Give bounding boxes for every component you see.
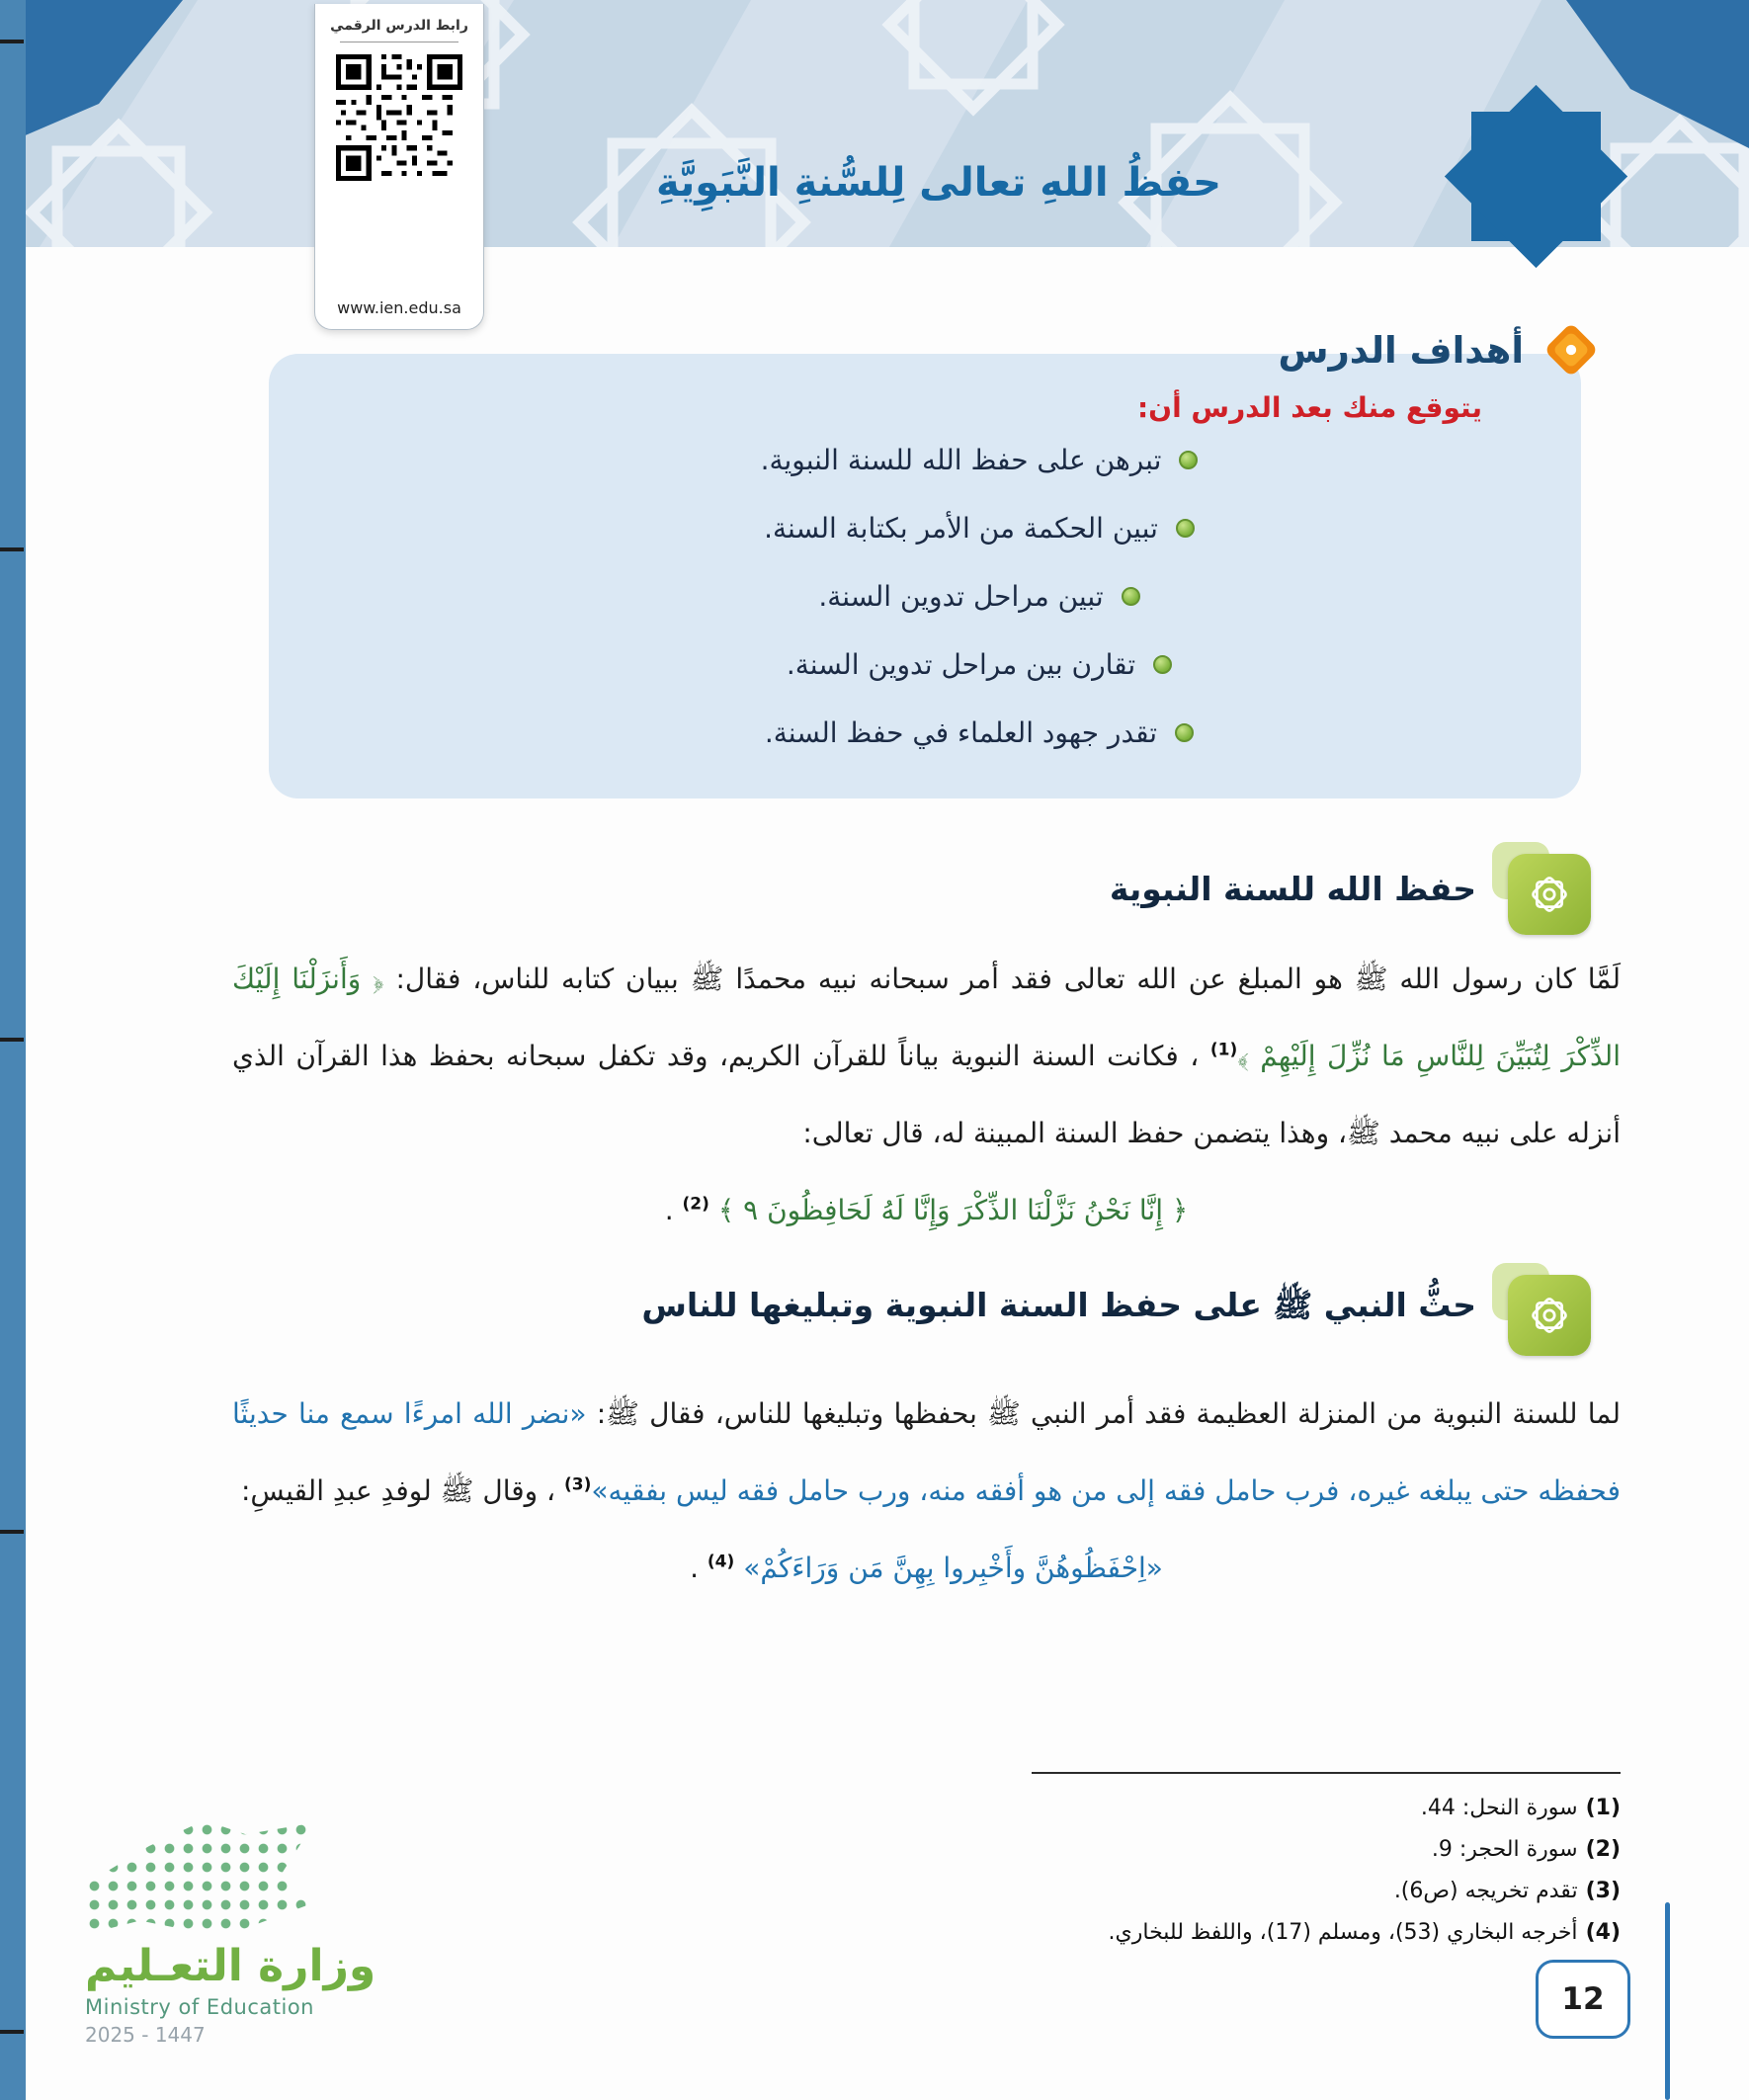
objective-item: [761, 444, 1199, 476]
hadith-quote-2: «اِحْفَظُوهُنَّ وأَخْبِروا بِهِنَّ مَن وَرَاءَكُمْ»: [743, 1552, 1163, 1584]
lesson-title: حفظُ اللهِ تعالى لِلسُّنةِ النَّبَوِيَّةِ: [656, 160, 1221, 206]
footnote-ref-3: (3): [563, 1474, 592, 1495]
quran-verse-line: [232, 1172, 1621, 1249]
footnote-text: سورة الحجر: 9.: [1431, 1837, 1578, 1862]
footnote-ref-1: (1): [1209, 1040, 1238, 1060]
registration-tick: [0, 1530, 24, 1534]
section-heading-1: [1110, 848, 1591, 935]
qr-card: [314, 4, 484, 330]
paragraph-justified-text: [232, 1376, 1621, 1530]
body-text: .: [664, 1194, 674, 1226]
body-text: ، وقال ﷺ لوفدِ عبدِ القيسِ:: [240, 1474, 556, 1507]
objective-item: [787, 648, 1172, 681]
qr-label: رابط الدرس الرقمي: [330, 18, 468, 34]
footnote-item: [1032, 1788, 1621, 1829]
objectives-list: [328, 444, 1482, 785]
left-edge-bar: [0, 0, 26, 2100]
edition-years: 2025 - 1447: [85, 2023, 206, 2047]
objective-item-label: تبرهن على حفظ الله للسنة النبوية.: [760, 444, 1162, 476]
footnote-item: [1032, 1871, 1621, 1912]
hadith-quote-1: «نضر الله امرءًا سمع منا حديثًا فحفظه حتى يبلغه غيره، فرب حامل فقه إلى من هو أفقه منه، ورب حامل فقه ليس بفقيه»: [232, 1397, 1621, 1507]
body-text: لَمَّا كان رسول الله ﷺ هو المبلغ عن الله تعالى فقد أمر سبحانه نبيه محمدًا ﷺ ببيان كتابه للناس، فقال:: [395, 963, 1621, 995]
bullet-icon: [1176, 519, 1195, 538]
objectives-intro: يتوقع منك بعد الدرس أن:: [1136, 391, 1482, 424]
footnote-text: أخرجه البخاري (53)، ومسلم (17)، واللفظ للبخاري.: [1108, 1920, 1578, 1945]
section-badge: [1500, 1269, 1591, 1356]
bullet-icon: [1122, 587, 1140, 606]
objectives-tag: [1278, 318, 1603, 381]
footnote-number: (3): [1585, 1879, 1621, 1903]
registration-tick: [0, 547, 24, 551]
footnote-text: تقدم تخريجه (ص6).: [1393, 1879, 1578, 1903]
objective-item-label: تقارن بين مراحل تدوين السنة.: [786, 648, 1136, 681]
objective-item: [765, 716, 1194, 749]
footnote-item: [1032, 1829, 1621, 1871]
bullet-icon: [1153, 655, 1172, 674]
objectives-panel: [269, 354, 1581, 798]
quran-verse-1: ﴿ وَأَنزَلْنَا إِلَيْكَ الذِّكْرَ لِتُبَيِّنَ لِلنَّاسِ مَا نُزِّلَ إِلَيْهِمْ ﴾: [232, 963, 1621, 1072]
footnote-ref-2: (2): [682, 1194, 709, 1215]
ministry-logo-block: [85, 1820, 381, 2047]
registration-tick: [0, 2030, 24, 2034]
footnote-number: (4): [1585, 1920, 1621, 1945]
right-edge-rule: [1665, 1902, 1670, 2100]
objective-item-label: تبين الحكمة من الأمر بكتابة السنة.: [764, 512, 1158, 545]
objective-item: [818, 580, 1139, 613]
footnote-text: سورة النحل: 44.: [1420, 1796, 1578, 1820]
hadith-quote-line: [232, 1530, 1621, 1607]
qr-url: www.ien.edu.sa: [337, 298, 461, 317]
pen-nib-icon: [1540, 318, 1603, 381]
section-2-title: حثُّ النبي ﷺ على حفظ السنة النبوية وتبليغها للناس: [641, 1286, 1476, 1324]
body-text: لما للسنة النبوية من المنزلة العظيمة فقد أمر النبي ﷺ بحفظها وتبليغها للناس، فقال ﷺ:: [596, 1397, 1621, 1430]
bullet-icon: [1175, 723, 1194, 742]
body-text: .: [690, 1552, 699, 1584]
registration-tick: [0, 40, 24, 43]
objective-item: [764, 512, 1195, 545]
ministry-logo-dots: [85, 1820, 314, 1937]
objective-row: [476, 512, 1482, 580]
bullet-icon: [1179, 451, 1198, 469]
footnote-number: (1): [1585, 1796, 1621, 1820]
paragraph-section2: [232, 1376, 1621, 1607]
header-banner: [0, 0, 1749, 247]
objective-row: [476, 648, 1482, 716]
qr-code-image: [336, 54, 462, 181]
ministry-name-arabic: وزارة التعـليم: [85, 1941, 376, 1991]
body-text: ، فكانت السنة النبوية بياناً للقرآن الكريم، وقد تكفل سبحانه بحفظ هذا القرآن الذي أنزله على نبيه محمد ﷺ، وهذا يتضمن حفظ السنة المبينة له، قال تعالى:: [232, 1040, 1621, 1149]
footnote-item: [1032, 1912, 1621, 1954]
section-heading-2: [641, 1269, 1591, 1356]
registration-tick: [0, 1038, 24, 1042]
section-badge: [1500, 848, 1591, 935]
quran-verse-2: ﴿ إِنَّا نَحْنُ نَزَّلْنَا الذِّكْرَ وَإِنَّا لَهُ لَحَافِظُونَ ٩ ﴾: [717, 1194, 1189, 1226]
objectives-tag-label: أهداف الدرس: [1278, 328, 1524, 372]
objective-item-label: تقدر جهود العلماء في حفظ السنة.: [764, 716, 1158, 749]
page-number: 12: [1536, 1960, 1630, 2039]
objective-row: [476, 580, 1482, 648]
objective-row: [476, 444, 1482, 512]
flower-star-icon: [1508, 1275, 1591, 1356]
section-1-title: حفظ الله للسنة النبوية: [1109, 869, 1476, 908]
objective-item-label: تبين مراحل تدوين السنة.: [818, 580, 1104, 613]
flower-star-icon: [1508, 854, 1591, 935]
objective-row: [476, 716, 1482, 785]
paragraph-justified-text: [232, 941, 1621, 1172]
paragraph-section1: [232, 941, 1621, 1249]
footnote-ref-4: (4): [707, 1552, 735, 1572]
footnote-number: (2): [1585, 1837, 1621, 1862]
footnotes-block: [1032, 1772, 1621, 1954]
ministry-name-english: Ministry of Education: [85, 1995, 314, 2019]
corner-star-decoration: [1445, 85, 1627, 268]
